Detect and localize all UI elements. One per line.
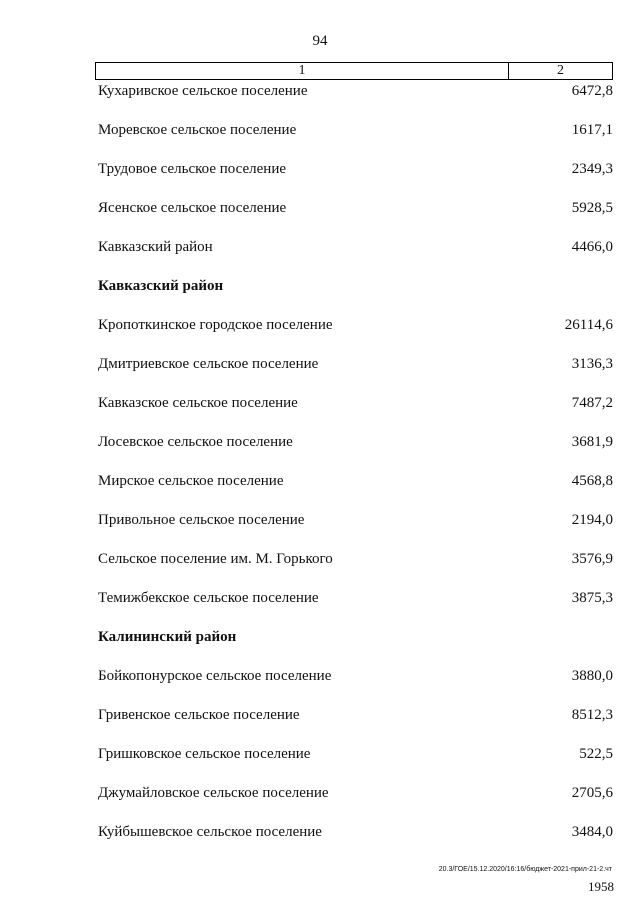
settlement-name: Бойкопонурское сельское поселение [98, 668, 332, 684]
district-heading-row [98, 277, 613, 316]
amount-value: 2349,3 [571, 161, 613, 177]
table-row [98, 472, 613, 511]
settlement-name: Джумайловское сельское поселение [98, 785, 329, 801]
amount-value: 1617,1 [571, 122, 613, 138]
settlement-name: Куйбышевское сельское поселение [98, 824, 322, 840]
amount-value: 7487,2 [571, 395, 613, 411]
amount-value: 3484,0 [571, 824, 613, 840]
settlement-name: Кропоткинское городское поселение [98, 317, 333, 333]
amount-value: 3136,3 [571, 356, 613, 372]
district-name: Кавказский район [98, 278, 224, 294]
amount-value: 3576,9 [571, 551, 613, 567]
settlement-name: Кавказское сельское поселение [98, 395, 298, 411]
settlement-name: Сельское поселение им. М. Горького [98, 551, 333, 567]
sheet-number: 1958 [588, 879, 614, 894]
amount-value: 4568,8 [571, 473, 613, 489]
column-1-header: 1 [96, 63, 509, 79]
table-row [98, 199, 613, 238]
table-row [98, 823, 613, 862]
table-row [98, 121, 613, 160]
settlement-name: Лосевское сельское поселение [98, 434, 293, 450]
settlement-name: Кавказский район [98, 239, 213, 255]
settlement-name: Трудовое сельское поселение [98, 161, 287, 177]
settlement-name: Темижбекское сельское поселение [98, 590, 319, 606]
amount-value: 522,5 [579, 746, 613, 762]
table-row [98, 316, 613, 355]
amount-value: 3880,0 [571, 668, 613, 684]
amount-value: 26114,6 [564, 317, 613, 333]
district-heading-row [98, 628, 613, 667]
column-2-header: 2 [557, 63, 564, 78]
table-row [98, 355, 613, 394]
settlement-name: Кухаривское сельское поселение [98, 83, 308, 99]
table-row [98, 238, 613, 277]
settlement-name: Мирское сельское поселение [98, 473, 284, 489]
table-header [95, 62, 613, 80]
settlement-name: Привольное сельское поселение [98, 512, 305, 528]
document-code: 20.3/ГОЕ/15.12.2020/16:16/бюджет-2021-прил-21-2.чт [438, 866, 612, 873]
amount-value: 6472,8 [571, 83, 613, 99]
settlement-name: Гривенское сельское поселение [98, 707, 300, 723]
table-row [98, 394, 613, 433]
amount-value: 8512,3 [571, 707, 613, 723]
amount-value: 3875,3 [571, 590, 613, 606]
table-row [98, 433, 613, 472]
amount-value: 2194,0 [571, 512, 613, 528]
table-row [98, 784, 613, 823]
settlement-name: Дмитриевское сельское поселение [98, 356, 319, 372]
settlement-name: Гришковское сельское поселение [98, 746, 311, 762]
settlement-name: Ясенское сельское поселение [98, 200, 287, 216]
table-row [98, 589, 613, 628]
table-row [98, 667, 613, 706]
table-row [98, 706, 613, 745]
district-name: Калининский район [98, 629, 237, 645]
table-row [98, 550, 613, 589]
table-row [98, 745, 613, 784]
amount-value: 4466,0 [571, 239, 613, 255]
settlement-name: Моревское сельское поселение [98, 122, 297, 138]
table-row [98, 160, 613, 199]
table-row [98, 82, 613, 121]
page-number: 94 [312, 33, 328, 49]
amount-value: 5928,5 [571, 200, 613, 216]
table-row [98, 511, 613, 550]
amount-value: 3681,9 [571, 434, 613, 450]
amount-value: 2705,6 [571, 785, 613, 801]
table-body [98, 82, 613, 862]
